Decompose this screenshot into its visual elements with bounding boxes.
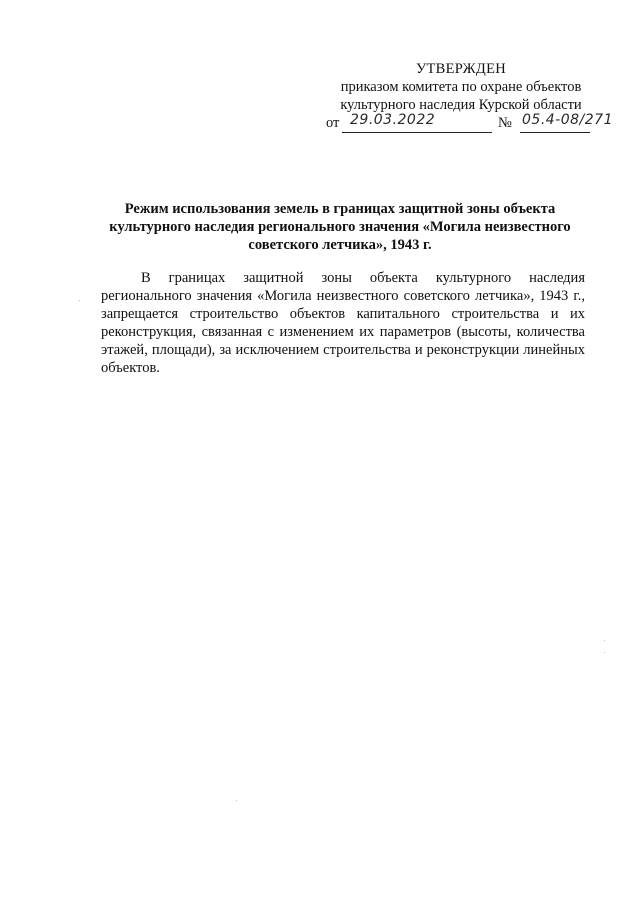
title-line-2: культурного наследия регионального значения «Могила неизвестного xyxy=(109,219,571,235)
title-line-1: Режим использования земель в границах защитной зоны объекта xyxy=(124,201,556,217)
approval-stamp-block xyxy=(316,60,613,134)
order-number-handwritten: 05.4-08/271 xyxy=(522,112,613,128)
date-prefix-label: от xyxy=(326,115,340,131)
scan-artifact xyxy=(79,300,80,301)
document-body-paragraph: В границах защитной зоны объекта культурного наследия регионального значения «Могила неизвестного советского летчика», 1943 г., запрещается строительство объектов капитального строительства и их реконструкция, связанная с изменением их параметров (высоты, количества этажей, площади), за исключением строительства и реконструкции линейных объектов. xyxy=(101,270,585,376)
approval-order-line1: приказом комитета по охране объектов xyxy=(340,79,582,95)
document-title xyxy=(90,200,590,254)
approval-order-details xyxy=(316,112,613,134)
order-number-field xyxy=(520,112,613,133)
scan-artifact xyxy=(604,640,605,641)
scan-artifact xyxy=(236,800,237,801)
number-sign-label: № xyxy=(498,115,512,131)
approval-heading: УТВЕРЖДЕН xyxy=(415,61,507,77)
approval-order-line2: культурного наследия Курской области xyxy=(340,97,582,113)
order-date-handwritten: 29.03.2022 xyxy=(350,112,436,128)
scan-artifact xyxy=(604,652,605,653)
order-date-field xyxy=(342,114,492,133)
title-line-3: советского летчика», 1943 г. xyxy=(248,237,432,253)
